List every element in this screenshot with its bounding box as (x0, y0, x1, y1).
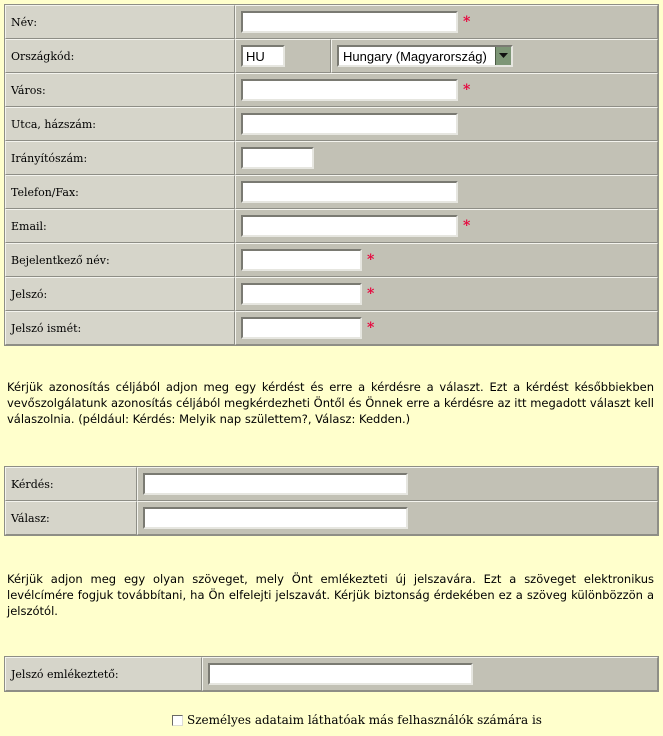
required-star: * (367, 252, 375, 268)
password-input[interactable] (241, 283, 362, 305)
password-hint-intro: Kérjük adjon meg egy olyan szöveget, mely Önt emlékezteti új jelszavára. Ezt a szöveget elektronikus levélcímére fogjuk továbbítani, ha Ön elfelejti jelszavát. Kérjük biztonság érdekében ez a szöveg különbözzön a jelszótól. (7, 572, 654, 618)
question-label: Kérdés: (5, 467, 137, 501)
personal-data-table (4, 4, 659, 346)
country-select-cell (331, 39, 658, 73)
country-code-input[interactable] (241, 45, 285, 67)
password-hint-table (4, 656, 659, 692)
answer-input[interactable] (143, 507, 408, 529)
required-star: * (463, 82, 471, 98)
phone-cell (235, 175, 658, 209)
email-cell (235, 209, 658, 243)
visibility-checkbox-label[interactable]: Személyes adataim láthatóak más felhasználók számára is (187, 713, 542, 727)
zip-cell (235, 141, 658, 175)
chevron-down-icon[interactable] (495, 47, 511, 65)
email-input[interactable] (241, 215, 458, 237)
password-hint-cell (202, 657, 658, 691)
name-input[interactable] (241, 11, 458, 33)
name-label: Név: (5, 5, 235, 39)
street-cell (235, 107, 658, 141)
login-name-cell (235, 243, 658, 277)
country-select[interactable] (337, 45, 513, 67)
visibility-checkbox[interactable] (172, 715, 183, 726)
password-again-label: Jelszó ismét: (5, 311, 235, 345)
visibility-option (172, 713, 542, 727)
country-code-label: Országkód: (5, 39, 235, 73)
security-question-intro: Kérjük azonosítás céljából adjon meg egy kérdést és erre a kérdésre a választ. Ezt a kérdést későbbiekben vevőszolgálatunk azonosítás céljából megkérdezheti Öntől és Önnek erre a kérdésre az itt megadott választ kell válaszolnia. (például: Kérdés: Melyik nap születtem?, Válasz: Kedden.) (7, 380, 654, 426)
zip-input[interactable] (241, 147, 314, 169)
country-code-cell (235, 39, 331, 73)
password-hint-input[interactable] (208, 663, 473, 685)
city-input[interactable] (241, 79, 458, 101)
phone-label: Telefon/Fax: (5, 175, 235, 209)
required-star: * (367, 320, 375, 336)
zip-label: Irányítószám: (5, 141, 235, 175)
email-label: Email: (5, 209, 235, 243)
answer-cell (137, 501, 658, 535)
login-name-label: Bejelentkező név: (5, 243, 235, 277)
password-label: Jelszó: (5, 277, 235, 311)
password-cell (235, 277, 658, 311)
password-again-input[interactable] (241, 317, 362, 339)
street-input[interactable] (241, 113, 458, 135)
question-input[interactable] (143, 473, 408, 495)
city-cell (235, 73, 658, 107)
required-star: * (367, 286, 375, 302)
password-again-cell (235, 311, 658, 345)
question-cell (137, 467, 658, 501)
answer-label: Válasz: (5, 501, 137, 535)
required-star: * (463, 218, 471, 234)
login-name-input[interactable] (241, 249, 362, 271)
required-star: * (463, 14, 471, 30)
phone-input[interactable] (241, 181, 458, 203)
name-cell (235, 5, 658, 39)
password-hint-label: Jelszó emlékeztető: (5, 657, 202, 691)
security-question-table (4, 466, 659, 536)
country-select-value: Hungary (Magyarország) (343, 48, 487, 64)
city-label: Város: (5, 73, 235, 107)
street-label: Utca, házszám: (5, 107, 235, 141)
